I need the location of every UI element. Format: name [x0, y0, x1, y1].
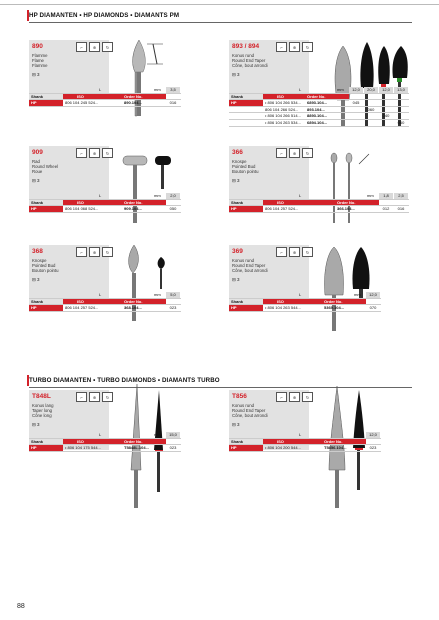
pack-qty [32, 178, 40, 184]
size-value [364, 120, 378, 126]
order-table [29, 87, 181, 107]
size-value [379, 107, 393, 113]
mm-label: mm [154, 193, 161, 198]
iso-label: ISO [277, 199, 284, 205]
l-label: L [99, 292, 102, 297]
pack-qty [232, 72, 240, 78]
name-de: Knospe [232, 159, 247, 164]
length-row [29, 292, 181, 299]
size-value: 012 [382, 206, 390, 212]
package-icon: ⊟ [32, 277, 36, 282]
l-label: L [299, 87, 302, 92]
product-code: 368 [32, 248, 43, 255]
length-row [229, 193, 409, 200]
name-en: Round End Taper [232, 263, 266, 269]
shank-value: HP [29, 305, 63, 311]
order-number: T5848L.104... [124, 445, 149, 451]
product-names [232, 53, 268, 69]
product-icons [76, 42, 113, 52]
page-number: 88 [17, 603, 25, 610]
product-icons [76, 148, 113, 158]
pack-qty [32, 277, 40, 283]
length-row [29, 432, 181, 439]
thermo-icon: ↻ [102, 148, 113, 158]
name-en: Round End Taper [232, 408, 266, 414]
product-code: 369 [232, 248, 243, 255]
order-label: Order No. [124, 93, 143, 99]
size-value: 045 [352, 100, 360, 106]
l-value: 2,5 [394, 193, 408, 199]
product-code: 893 / 894 [232, 43, 260, 50]
iso-number: 806 104 257 524... [265, 206, 299, 212]
name-fr: Bouton pointu [32, 268, 59, 274]
steril-icon: ⊕ [89, 392, 100, 402]
name-de: Konus rund [232, 403, 254, 408]
mm-label: mm [367, 193, 374, 198]
size-value [379, 120, 393, 126]
package-icon: ⊟ [32, 422, 36, 427]
size-value [349, 120, 363, 126]
header-row [29, 200, 181, 207]
size-value: 023 [369, 445, 377, 451]
pack-qty [32, 422, 40, 428]
pack-value: 3 [37, 178, 40, 183]
thermo-icon: ↻ [302, 148, 313, 158]
pack-qty [232, 277, 240, 283]
pack-value: 3 [37, 422, 40, 427]
l-value: 13,0 [394, 87, 408, 93]
iso-header [263, 94, 349, 100]
package-icon: ⊟ [232, 178, 236, 183]
mm-label: mm [354, 292, 361, 297]
order-number: 366.104... [337, 206, 355, 212]
length-row [29, 87, 181, 94]
name-de: Rad [32, 159, 40, 164]
l-label: L [299, 193, 302, 198]
steril-icon: ⊕ [289, 42, 300, 52]
iso-label: ISO [77, 199, 84, 205]
thermo-icon: ↻ [102, 392, 113, 402]
table-row [229, 206, 409, 213]
instrument-drawing [119, 38, 163, 123]
size-value [394, 113, 408, 119]
order-table [29, 292, 181, 312]
table-row [229, 120, 409, 127]
table-row [29, 445, 181, 452]
pack-value: 3 [237, 178, 240, 183]
order-label: Order No. [124, 438, 143, 444]
name-fr: Bouton pointu [232, 169, 259, 175]
order-table [229, 193, 409, 213]
l-value: 2,0 [166, 193, 180, 199]
product-icons [276, 247, 313, 257]
hp-handpiece-icon: ⌐ [76, 148, 87, 158]
thermo-icon: ↻ [302, 392, 313, 402]
package-icon: ⊟ [32, 72, 36, 77]
name-en: Taper long [32, 408, 53, 414]
iso-number: 806 104 068 524... [65, 206, 99, 212]
table-row [29, 100, 181, 107]
section-title-text: HP DIAMANTEN • HP DIAMONDS • DIAMANTS PM [29, 12, 180, 19]
thermo-icon: ↻ [102, 42, 113, 52]
instrument-drawing [319, 144, 379, 229]
size-value [394, 100, 408, 106]
table-row [229, 100, 409, 107]
order-label: Order No. [124, 199, 143, 205]
name-fr: Roue [32, 169, 43, 175]
pack-qty [232, 178, 240, 184]
iso-number: • 806 104 175 544... [65, 445, 101, 451]
l-value: 3,5 [166, 87, 180, 93]
package-icon: ⊟ [32, 178, 36, 183]
iso-label: ISO [277, 93, 284, 99]
name-fr: Cône, bout arrondi [232, 63, 268, 69]
name-de: Konus lang [32, 403, 54, 408]
product-names [232, 159, 259, 175]
name-de: Konus rund [232, 53, 254, 58]
size-value: 016 [169, 100, 177, 106]
size-value [394, 107, 408, 113]
hp-handpiece-icon: ⌐ [76, 392, 87, 402]
product-code: 890 [32, 43, 43, 50]
size-value: 023 [169, 305, 177, 311]
size-value: 060 [367, 106, 375, 112]
order-label: Order No. [324, 438, 343, 444]
hp-handpiece-icon: ⌐ [276, 42, 287, 52]
order-number: 890.104... [124, 100, 142, 106]
name-de: Konus rund [232, 258, 254, 263]
top-rule [0, 4, 439, 5]
thermo-icon: ↻ [302, 42, 313, 52]
order-table [229, 432, 381, 452]
section-rule [29, 22, 412, 23]
shank-label: Shank [231, 298, 244, 304]
name-en: Round End Taper [232, 58, 266, 64]
length-row [229, 292, 381, 299]
length-row [229, 432, 381, 439]
size-value: 070 [369, 305, 377, 311]
l-value: 12,0 [379, 87, 393, 93]
iso-number: 806 104 266 524... [265, 106, 299, 112]
shank-value: HP [229, 445, 263, 451]
order-table [229, 87, 409, 127]
order-label: Order No. [337, 199, 356, 205]
pack-value: 3 [237, 422, 240, 427]
hp-handpiece-icon: ⌐ [76, 247, 87, 257]
name-fr: Flamme [32, 63, 48, 69]
product-icons [276, 148, 313, 158]
mm-label: mm [154, 87, 161, 92]
size-value: 023 [169, 445, 177, 451]
order-label: Order No. [307, 93, 326, 99]
table-row [29, 305, 181, 312]
steril-icon: ⊕ [289, 148, 300, 158]
header-row [229, 299, 381, 306]
length-row [229, 87, 409, 94]
thermo-icon: ↻ [102, 247, 113, 257]
name-en: Flame [32, 58, 44, 64]
size-value [349, 113, 363, 119]
order-number: 6894.104... [307, 119, 328, 125]
shank-label: Shank [31, 298, 44, 304]
iso-number: • 806 104 266 534... [265, 100, 301, 106]
steril-icon: ⊕ [289, 392, 300, 402]
l-value: 15,0 [166, 432, 180, 438]
iso-number: • 806 104 263 534... [265, 119, 301, 125]
product-icons [76, 392, 113, 402]
product-names [232, 403, 268, 419]
shank-value: HP [29, 100, 63, 106]
product-code: 909 [32, 149, 43, 156]
order-table [229, 292, 381, 312]
l-value: 20,0 [364, 87, 378, 93]
package-icon: ⊟ [232, 277, 236, 282]
iso-number: • 806 104 200 544... [265, 445, 301, 451]
l-label: L [299, 292, 302, 297]
pack-value: 3 [237, 72, 240, 77]
instrument-drawing [119, 243, 179, 328]
product-icons [276, 42, 313, 52]
iso-label: ISO [277, 298, 284, 304]
l-label: L [99, 432, 102, 437]
length-row [29, 193, 181, 200]
package-icon: ⊟ [232, 72, 236, 77]
iso-number: • 806 104 263 544... [265, 305, 301, 311]
shank-value: HP [229, 206, 263, 212]
hp-handpiece-icon: ⌐ [276, 247, 287, 257]
mm-label: mm [154, 432, 161, 437]
pack-value: 3 [37, 72, 40, 77]
name-en: Round Wheel [32, 164, 59, 170]
header-row [229, 94, 409, 101]
product-icons [76, 247, 113, 257]
order-label: Order No. [324, 298, 343, 304]
size-value: 016 [397, 206, 405, 212]
name-fr: Cône, bout arrondi [232, 413, 268, 419]
mm-label: mm [337, 87, 344, 92]
pack-qty [232, 422, 240, 428]
product-names [232, 258, 268, 274]
size-value: 060 [397, 119, 405, 125]
order-table [29, 432, 181, 452]
mm-label: mm [354, 432, 361, 437]
l-value: 1,8 [379, 193, 393, 199]
table-row [29, 206, 181, 213]
shank-label: Shank [31, 93, 44, 99]
size-value [364, 100, 378, 106]
table-row [229, 107, 409, 114]
l-value: 12,0 [366, 292, 380, 298]
iso-label: ISO [77, 438, 84, 444]
section-title-hp [29, 12, 179, 19]
product-icons [276, 392, 313, 402]
product-code: T856 [232, 393, 247, 400]
order-number: 5369.104... [324, 305, 345, 311]
name-de: Knospe [32, 258, 47, 263]
product-names [32, 159, 58, 175]
instrument-drawing [319, 243, 379, 338]
product-names [32, 403, 54, 419]
size-value: 050 [169, 206, 177, 212]
product-names [32, 53, 48, 69]
header-row [229, 439, 381, 446]
size-value [379, 100, 393, 106]
size-value: 040 [382, 113, 390, 119]
product-code: 366 [232, 149, 243, 156]
steril-icon: ⊕ [89, 148, 100, 158]
instrument-drawing [119, 144, 179, 229]
steril-icon: ⊕ [289, 247, 300, 257]
section-marker [27, 375, 29, 386]
header-row [29, 94, 181, 101]
iso-number: 806 104 245 524... [65, 100, 99, 106]
package-icon: ⊟ [232, 422, 236, 427]
order-label: Order No. [124, 298, 143, 304]
table-row [229, 113, 409, 120]
section-title-text: TURBO DIAMANTEN • TURBO DIAMONDS • DIAMANTS TURBO [29, 377, 220, 384]
shank-label: Shank [231, 93, 244, 99]
iso-number: 806 104 257 524... [65, 305, 99, 311]
shank-value: HP [229, 100, 263, 106]
thermo-icon: ↻ [302, 247, 313, 257]
order-number: 909.104... [124, 206, 142, 212]
name-fr: Cône long [32, 413, 52, 419]
size-value [364, 113, 378, 119]
pack-value: 3 [37, 277, 40, 282]
product-names [32, 258, 59, 274]
l-label: L [299, 432, 302, 437]
product-code: T848L [32, 393, 51, 400]
order-table [29, 193, 181, 213]
l-label: L [99, 193, 102, 198]
size-value [349, 107, 363, 113]
shank-label: Shank [31, 199, 44, 205]
l-label: L [99, 87, 102, 92]
table-row [229, 305, 381, 312]
order-number: T5856.104... [324, 445, 347, 451]
table-row [229, 445, 381, 452]
l-value: 12,0 [366, 432, 380, 438]
name-en: Pointed Bud [32, 263, 56, 269]
name-fr: Cône, bout arrondi [232, 268, 268, 274]
name-de: Flamme [32, 53, 48, 58]
shank-label: Shank [231, 438, 244, 444]
shank-value: HP [229, 305, 263, 311]
iso-label: ISO [77, 93, 84, 99]
shank-label: Shank [231, 199, 244, 205]
hp-handpiece-icon: ⌐ [76, 42, 87, 52]
order-number: 6893.104... [307, 100, 328, 106]
section-marker [27, 10, 29, 21]
shank-value: HP [29, 206, 63, 212]
shank-value: HP [29, 445, 63, 451]
l-value: 12,0 [349, 87, 363, 93]
name-en: Pointed Bud [232, 164, 256, 170]
shank-label: Shank [31, 438, 44, 444]
iso-number: • 806 104 266 514... [265, 113, 301, 119]
iso-label: ISO [277, 438, 284, 444]
steril-icon: ⊕ [89, 42, 100, 52]
pack-qty [32, 72, 40, 78]
l-value: 5,0 [166, 292, 180, 298]
steril-icon: ⊕ [89, 247, 100, 257]
hp-handpiece-icon: ⌐ [276, 392, 287, 402]
header-row [29, 299, 181, 306]
header-row [29, 439, 181, 446]
order-number: 8893.104... [307, 113, 328, 119]
order-number: 368.104... [124, 305, 142, 311]
header-row [229, 200, 409, 207]
hp-handpiece-icon: ⌐ [276, 148, 287, 158]
iso-label: ISO [77, 298, 84, 304]
pack-value: 3 [237, 277, 240, 282]
order-number: 893.104... [307, 106, 325, 112]
mm-label: mm [154, 292, 161, 297]
